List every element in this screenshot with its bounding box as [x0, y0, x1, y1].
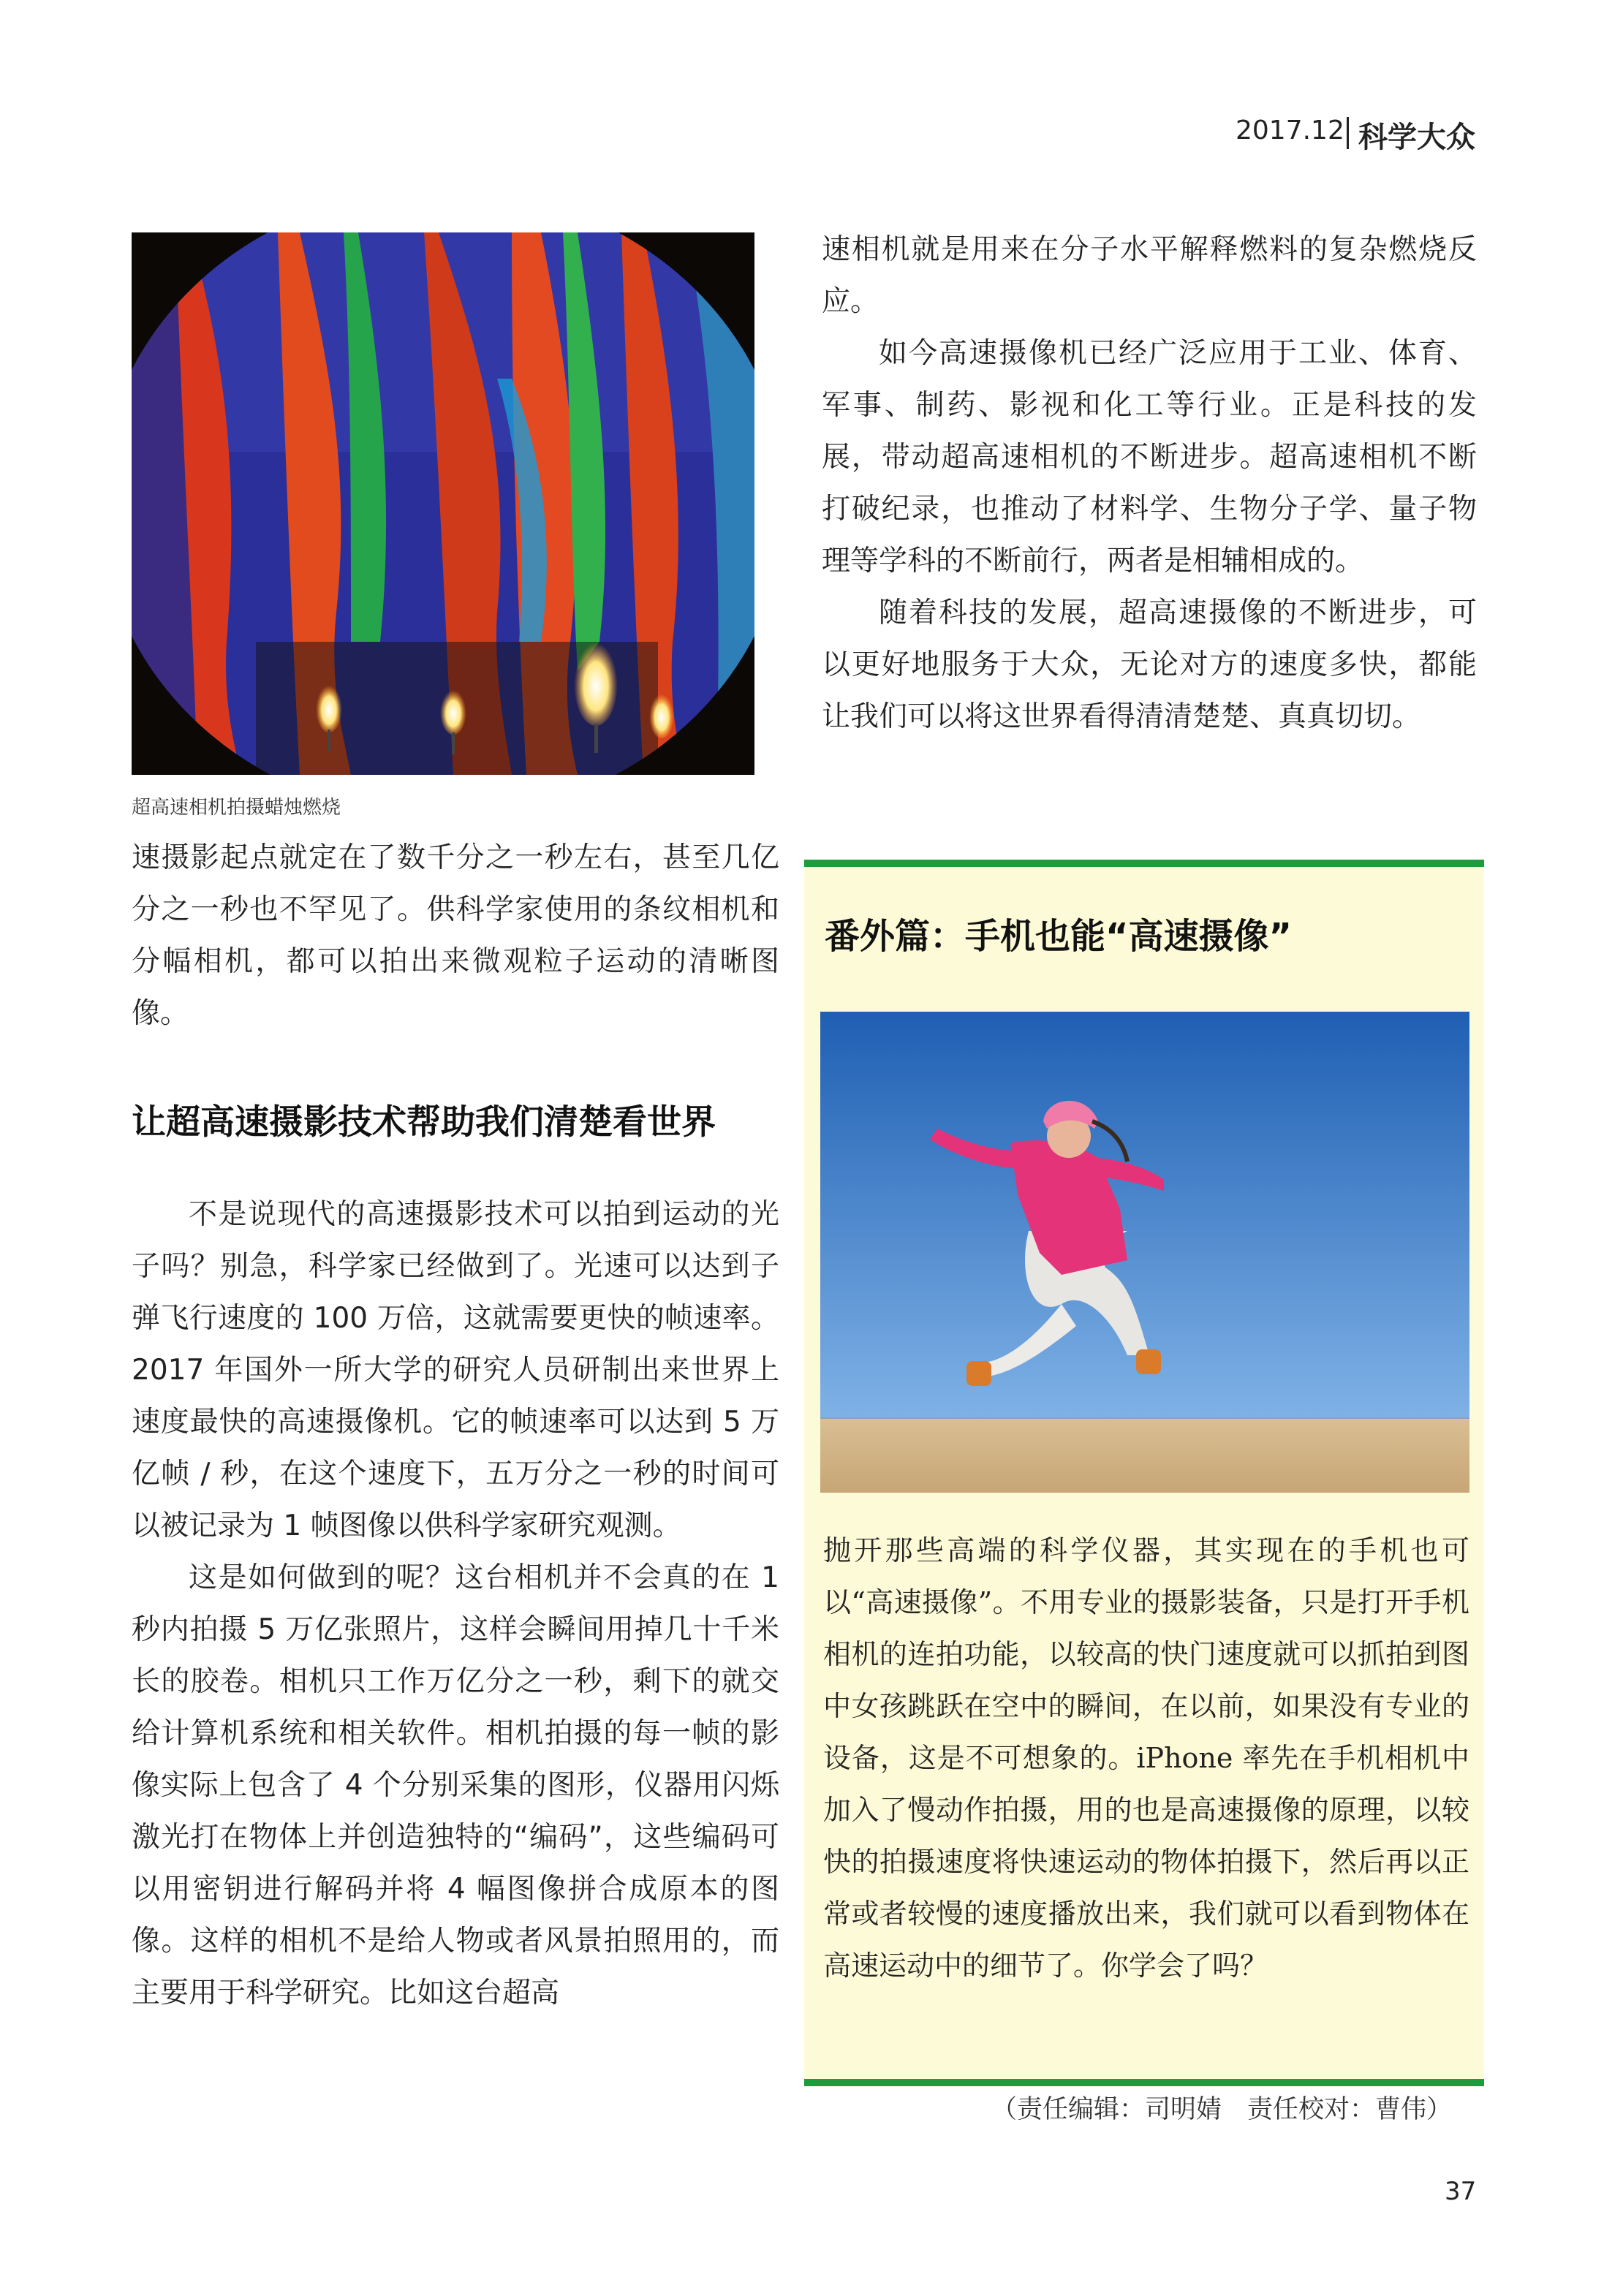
page-number: 37 — [1445, 2177, 1477, 2206]
paragraph: 随着科技的发展，超高速摄像的不断进步，可以更好地服务于大众，无论对方的速度多快，都能让我们可以将这世界看得清清楚楚、真真切切。 — [822, 596, 1477, 733]
sidebar-text: 抛开那些高端的科学仪器，其实现在的手机也可以“高速摄像”。不用专业的摄影装备，只是打开手机相机的连拍功能，以较高的快门速度就可以抓拍到图中女孩跳跃在空中的瞬间，在以前，如果没有专业的设备，这是不可想象的。iPhone 率先在手机相机中加入了慢动作拍摄，用的也是高速摄像的原理，以较快的拍摄速度将快速运动的物体拍摄下，然后再以正常或者较慢的速度播放出来，我们就可以看到物体在高速运动中的细节了。你学会了吗？ — [823, 1534, 1469, 1982]
issue-date: 2017.12 — [1236, 115, 1344, 145]
paragraph: 速摄影起点就定在了数千分之一秒左右，甚至几亿分之一秒也不罕见了。供科学家使用的条纹相机和分幅相机，都可以拍出来微观粒子运动的清晰图像。 — [132, 841, 779, 1030]
right-column — [822, 224, 1477, 743]
paragraph: 不是说现代的高速摄影技术可以拍到运动的光子吗？别急，科学家已经做到了。光速可以达到子弹飞行速度的 100 万倍，这就需要更快的帧速率。2017 年国外一所大学的研究人员研制出来世界上速度最快的高速摄像机。它的帧速率可以达到 5 万亿帧 / 秒，在这个速度下，五万分之一秒的时间可以被记录为 1 帧图像以供科学家研究观测。 — [132, 1198, 779, 1542]
sidebar-title: 番外篇：手机也能“高速摄像” — [825, 916, 1293, 957]
editor-credits: （责任编辑：司明婧 责任校对：曹伟） — [991, 2095, 1453, 2124]
header-divider — [1347, 117, 1349, 149]
paragraph: 速相机就是用来在分子水平解释燃料的复杂燃烧反应。 — [822, 233, 1477, 318]
paragraph: 这是如何做到的呢？这台相机并不会真的在 1 秒内拍摄 5 万亿张照片，这样会瞬间用掉几十千米长的胶卷。相机只工作万亿分之一秒，剩下的就交给计算机系统和相关软件。相机拍摄的每一帧的影像实际上包含了 4 个分别采集的图形，仪器用闪烁激光打在物体上并创造独特的“编码”，这些编码可以用密钥进行解码并将 4 幅图像拼合成原本的图像。这样的相机不是给人物或者风景拍照用的，而主要用于科学研究。比如这台超高 — [132, 1561, 779, 2009]
left-column — [132, 832, 779, 2019]
section-title: 让超高速摄影技术帮助我们清楚看世界 — [132, 1102, 716, 1143]
jumping-girl-photo — [820, 1012, 1469, 1493]
magazine-logo: 科学大众 — [1358, 120, 1475, 154]
candle-burning-photo — [132, 232, 754, 775]
sidebar-box — [804, 860, 1484, 2086]
figure-caption: 超高速相机拍摄蜡烛燃烧 — [132, 797, 341, 819]
paragraph: 如今高速摄像机已经广泛应用于工业、体育、军事、制药、影视和化工等行业。正是科技的发展，带动超高速相机的不断进步。超高速相机不断打破纪录，也推动了材料学、生物分子学、量子物理等学科的不断前行，两者是相辅相成的。 — [822, 337, 1477, 577]
